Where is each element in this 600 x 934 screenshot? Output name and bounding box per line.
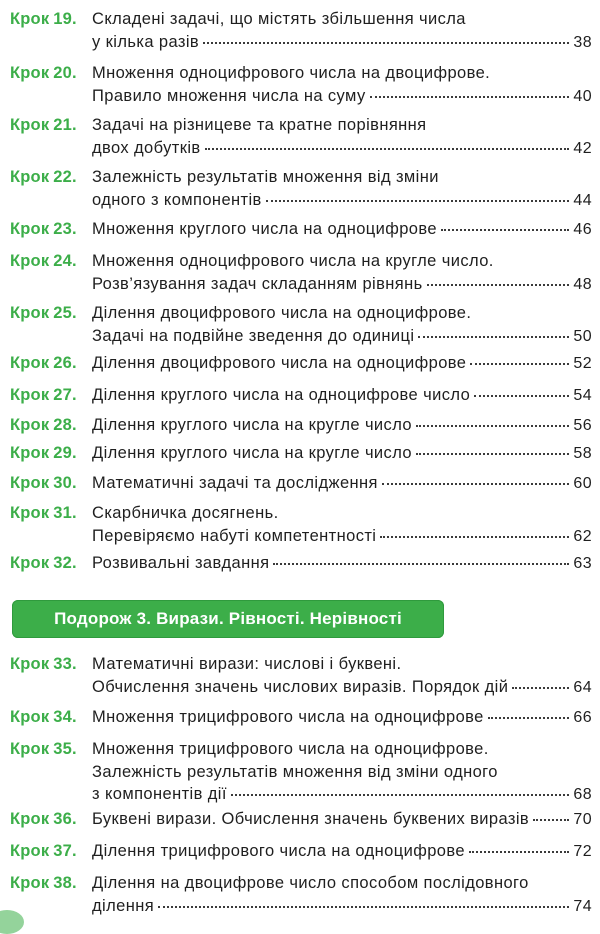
entry-title [92, 166, 592, 212]
step-label [10, 218, 77, 240]
step-label [10, 872, 77, 894]
step-number: 31. [53, 504, 77, 522]
page-number: 38 [573, 33, 592, 51]
step-word: Крок [10, 252, 50, 270]
step-word: Крок [10, 874, 50, 892]
toc-entry[interactable] [0, 352, 600, 375]
entry-title-line [92, 895, 592, 919]
section-banner[interactable]: Подорож 3. Вирази. Рівності. Нерівності [12, 600, 444, 638]
step-label [10, 706, 77, 728]
toc-entry[interactable] [0, 302, 600, 347]
step-number: 35. [53, 740, 77, 758]
step-number: 21. [53, 116, 77, 134]
entry-title [92, 384, 592, 408]
page-number: 52 [573, 355, 592, 372]
step-label [10, 653, 77, 675]
step-number: 32. [53, 554, 77, 572]
entry-title-text: Математичні вирази: числові і буквені. [92, 655, 402, 673]
entry-title [92, 552, 592, 576]
entry-title-text: Залежність результатів множення від зміни [92, 168, 439, 186]
step-number: 34. [53, 708, 77, 726]
entry-title-text: Ділення двоцифрового числа на одноцифрове. [92, 304, 472, 322]
entry-title [92, 114, 592, 160]
dot-leader [469, 851, 569, 853]
entry-title [92, 840, 592, 864]
dot-leader [416, 453, 569, 455]
entry-title-text: Складені задачі, що містять збільшення числа [92, 10, 466, 28]
toc-entry[interactable] [0, 62, 600, 107]
entry-title [92, 706, 592, 730]
step-number: 38. [53, 874, 77, 892]
step-number: 30. [53, 474, 77, 492]
entry-title [92, 250, 592, 296]
entry-title [92, 302, 592, 348]
step-word: Крок [10, 504, 50, 522]
step-word: Крок [10, 64, 50, 82]
entry-title-line [92, 808, 592, 832]
step-label [10, 738, 77, 760]
step-number: 29. [53, 444, 77, 462]
entry-title-text: з компонентів дії [92, 785, 227, 803]
entry-title [92, 502, 592, 548]
step-word: Крок [10, 708, 50, 726]
entry-title-text: Перевіряємо набуті компетентності [92, 526, 377, 545]
page-number: 40 [573, 87, 592, 105]
entry-title-line [92, 472, 592, 496]
step-label [10, 8, 77, 30]
dot-leader [474, 395, 569, 397]
toc-entry[interactable] [0, 840, 600, 863]
entry-title-line [92, 352, 592, 376]
entry-title-text: одного з компонентів [92, 190, 262, 209]
page-number: 63 [573, 555, 592, 572]
toc-entry[interactable] [0, 872, 600, 917]
page-number: 42 [573, 139, 592, 157]
step-label [10, 250, 77, 272]
step-word: Крок [10, 842, 50, 860]
step-word: Крок [10, 416, 50, 434]
toc-entry[interactable] [0, 414, 600, 437]
entry-title-text: Ділення круглого числа на одноцифрове число [92, 386, 471, 404]
entry-title-line [92, 676, 592, 700]
dot-leader [488, 717, 570, 719]
entry-title-line [92, 85, 592, 109]
toc-entry[interactable] [0, 552, 600, 575]
step-word: Крок [10, 810, 50, 828]
entry-title [92, 472, 592, 496]
entry-title-line [92, 114, 592, 137]
entry-title-line [92, 761, 592, 784]
entry-title-line [92, 273, 592, 297]
step-number: 19. [53, 10, 77, 28]
page-number: 56 [573, 417, 592, 434]
step-label [10, 808, 77, 830]
dot-leader [158, 906, 569, 908]
step-word: Крок [10, 740, 50, 758]
entry-title-text: Скарбничка досягнень. [92, 504, 279, 522]
entry-title-text: Множення одноцифрового числа на двоцифрове. [92, 64, 491, 82]
step-word: Крок [10, 655, 50, 673]
page-number: 48 [573, 275, 592, 293]
entry-title-text: Множення круглого числа на одноцифрове [92, 220, 437, 238]
step-number: 36. [53, 810, 77, 828]
step-word: Крок [10, 386, 50, 404]
step-number: 20. [53, 64, 77, 82]
step-label [10, 384, 77, 406]
entry-title-text: Залежність результатів множення від зміни одного [92, 762, 498, 781]
entry-title-line [92, 738, 592, 761]
dot-leader [512, 687, 569, 689]
step-word: Крок [10, 444, 50, 462]
entry-title-line [92, 502, 592, 525]
entry-title-text: Ділення трицифрового числа на одноцифрове [92, 842, 465, 860]
step-label [10, 302, 77, 324]
page-number: 66 [573, 709, 592, 726]
entry-title-line [92, 166, 592, 189]
entry-title-line [92, 62, 592, 85]
entry-title-line [92, 31, 592, 55]
toc-entry[interactable] [0, 442, 600, 465]
dot-leader [205, 148, 570, 150]
step-label [10, 414, 77, 436]
entry-title-line [92, 8, 592, 31]
entry-title [92, 414, 592, 438]
step-word: Крок [10, 474, 50, 492]
page-number: 74 [573, 897, 592, 915]
page-number: 44 [573, 191, 592, 209]
step-label [10, 442, 77, 464]
dot-leader [418, 336, 569, 338]
toc-entry[interactable] [0, 250, 600, 295]
toc-entry[interactable] [0, 738, 600, 806]
page-number: 68 [573, 786, 592, 803]
step-number: 28. [53, 416, 77, 434]
page-number: 64 [573, 678, 592, 696]
entry-title-line [92, 414, 592, 438]
entry-title-text: ділення [92, 896, 155, 915]
step-number: 24. [53, 252, 77, 270]
entry-title [92, 808, 592, 832]
toc-entry[interactable] [0, 8, 600, 53]
step-label [10, 62, 77, 84]
dot-leader [231, 794, 570, 796]
entry-title [92, 352, 592, 376]
entry-title-text: Обчислення значень числових виразів. Порядок дій [92, 677, 509, 696]
step-label [10, 114, 77, 136]
entry-title-line [92, 250, 592, 273]
entry-title [92, 653, 592, 699]
dot-leader [380, 536, 569, 538]
entry-title-text: Розв’язування задач складанням рівнянь [92, 274, 423, 293]
toc-entry[interactable] [0, 808, 600, 831]
step-label [10, 840, 77, 862]
entry-title [92, 62, 592, 108]
entry-title-text: Математичні задачі та дослідження [92, 474, 378, 492]
entry-title-text: Множення одноцифрового числа на кругле число. [92, 252, 494, 270]
entry-title [92, 8, 592, 54]
step-word: Крок [10, 354, 50, 372]
step-word: Крок [10, 10, 50, 28]
entry-title-line [92, 872, 592, 895]
entry-title-text: Ділення круглого числа на кругле число [92, 444, 412, 462]
dot-leader [266, 200, 570, 202]
entry-title-text: Ділення на двоцифрове число способом послідовного [92, 874, 529, 892]
step-number: 26. [53, 354, 77, 372]
entry-title-line [92, 137, 592, 161]
step-label [10, 502, 77, 524]
entry-title-text: Ділення двоцифрового числа на одноцифрове [92, 354, 467, 372]
dot-leader [203, 42, 569, 44]
entry-title-line [92, 840, 592, 864]
entry-title-text: Розвивальні завдання [92, 554, 270, 572]
step-label [10, 352, 77, 374]
page-number: 50 [573, 327, 592, 345]
toc-entry[interactable] [0, 653, 600, 698]
toc-entry[interactable] [0, 502, 600, 547]
toc-entry[interactable] [0, 166, 600, 211]
page-number: 70 [573, 811, 592, 828]
dot-leader [470, 363, 569, 365]
dot-leader [273, 563, 569, 565]
page-number: 72 [573, 843, 592, 860]
entry-title-line [92, 653, 592, 676]
dot-leader [370, 96, 570, 98]
dot-leader [416, 425, 569, 427]
toc-entry[interactable] [0, 218, 600, 241]
step-word: Крок [10, 168, 50, 186]
entry-title [92, 442, 592, 466]
page-number: 46 [573, 221, 592, 238]
step-number: 37. [53, 842, 77, 860]
entry-title-line [92, 189, 592, 213]
entry-title-line [92, 325, 592, 349]
entry-title-text: Множення трицифрового числа на одноцифрове. [92, 740, 489, 758]
dot-leader [533, 819, 569, 821]
step-number: 25. [53, 304, 77, 322]
entry-title [92, 872, 592, 918]
entry-title-line [92, 302, 592, 325]
entry-title-text: Задачі на подвійне зведення до одиниці [92, 326, 415, 345]
step-number: 27. [53, 386, 77, 404]
step-label [10, 472, 77, 494]
toc-entry[interactable] [0, 706, 600, 729]
step-label [10, 552, 77, 574]
entry-title-text: Ділення круглого числа на кругле число [92, 416, 412, 434]
entry-title-line [92, 783, 592, 807]
entry-title-line [92, 706, 592, 730]
step-word: Крок [10, 220, 50, 238]
entry-title-line [92, 442, 592, 466]
page-number: 58 [573, 445, 592, 462]
entry-title-line [92, 384, 592, 408]
page-number: 54 [573, 387, 592, 404]
entry-title-text: Задачі на різницеве та кратне порівняння [92, 116, 427, 134]
entry-title-line [92, 525, 592, 549]
step-number: 33. [53, 655, 77, 673]
entry-title-text: у кілька разів [92, 32, 200, 51]
step-number: 23. [53, 220, 77, 238]
entry-title-text: Множення трицифрового числа на одноцифрове [92, 708, 484, 726]
step-word: Крок [10, 304, 50, 322]
dot-leader [382, 483, 569, 485]
entry-title-line [92, 218, 592, 242]
step-label [10, 166, 77, 188]
step-number: 22. [53, 168, 77, 186]
entry-title-text: Буквені вирази. Обчислення значень буквених виразів [92, 810, 530, 828]
entry-title [92, 738, 592, 807]
step-word: Крок [10, 554, 50, 572]
toc-entry[interactable] [0, 384, 600, 407]
step-word: Крок [10, 116, 50, 134]
toc-entry[interactable] [0, 114, 600, 159]
entry-title-line [92, 552, 592, 576]
toc-entry[interactable] [0, 472, 600, 495]
entry-title-text: Правило множення числа на суму [92, 86, 366, 105]
entry-title-text: двох добутків [92, 138, 201, 157]
dot-leader [427, 284, 570, 286]
page-number: 62 [573, 527, 592, 545]
dot-leader [441, 229, 569, 231]
entry-title [92, 218, 592, 242]
page-number: 60 [573, 475, 592, 492]
